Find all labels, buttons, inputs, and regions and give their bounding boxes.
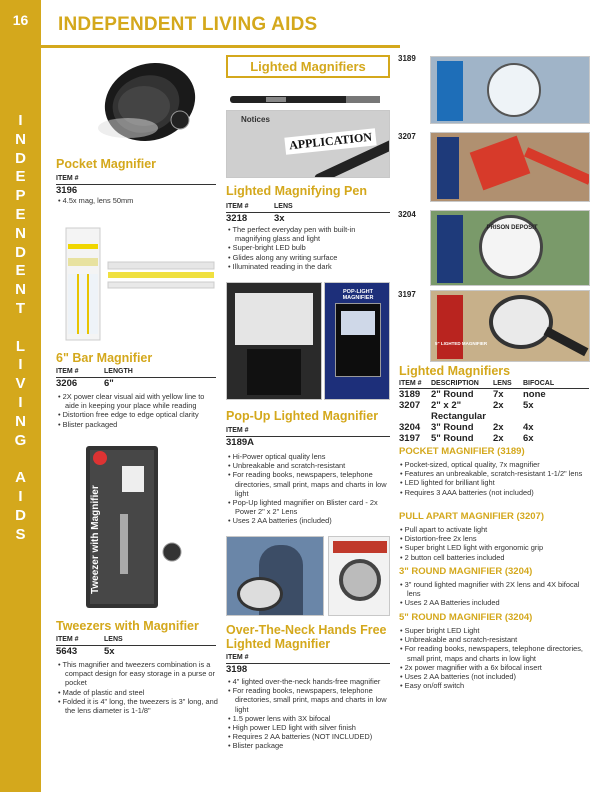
lens-header: LENS xyxy=(274,203,293,210)
lens-header: LENS xyxy=(104,636,123,643)
list-item: • Requires 2 AA batteries (NOT INCLUDED) xyxy=(228,732,392,741)
pocket-magnifier-spec xyxy=(56,174,216,197)
package-shape xyxy=(437,295,463,359)
list-item: • 3" round lighted magnifier with 2X lens and 4X bifocal lens xyxy=(400,580,590,598)
popup-magnifier-image xyxy=(226,282,322,400)
table-cell: 2x xyxy=(493,400,504,411)
list-item: • Made of plastic and steel xyxy=(58,688,224,697)
neck-magnifier-features xyxy=(228,677,392,751)
lighted-magnifiers-title: Lighted Magnifiers xyxy=(399,364,511,378)
item-number: 3196 xyxy=(56,185,78,196)
magnifier-shape xyxy=(237,577,283,611)
list-item: • Blister packaged xyxy=(58,420,218,429)
pocket-magnifier-features xyxy=(58,196,218,205)
popup-magnifier-features xyxy=(228,452,392,526)
list-item: • Uses 2 AA Batteries included xyxy=(400,598,590,607)
list-item: • The perfect everyday pen with built-in magnifying glass and light xyxy=(228,225,390,243)
table-cell: 4x xyxy=(523,422,534,433)
neck-magnifier-spec xyxy=(226,653,390,676)
lighted-magnifiers-table xyxy=(399,380,589,444)
package-shape xyxy=(437,215,463,283)
table-header-row xyxy=(399,380,589,389)
magnifier-3189-photo xyxy=(430,56,590,124)
pull-apart-3207-features xyxy=(400,525,590,562)
list-item: • Unbreakable and scratch-resistant xyxy=(400,635,590,644)
vertical-section-label xyxy=(0,112,41,544)
round-lens xyxy=(489,295,553,349)
table-cell: 7x xyxy=(493,389,504,400)
pen-features xyxy=(228,225,390,271)
list-item: • Uses 2 AA batteries (not included) xyxy=(400,672,590,681)
package-shape xyxy=(437,61,463,121)
pen-icon xyxy=(226,88,390,108)
image-label-3204: 3204 xyxy=(398,210,416,219)
list-item: • Pull apart to activate light xyxy=(400,525,590,534)
package-lens xyxy=(339,559,381,601)
vertical-letter: T xyxy=(15,299,26,317)
lens-shape xyxy=(487,63,541,117)
image-label-3207: 3207 xyxy=(398,132,416,141)
tweezer-magnifier-image xyxy=(80,444,186,610)
vertical-letter: I xyxy=(18,356,23,374)
round-3in-3204-features xyxy=(400,580,590,608)
list-item: • Requires 3 AAA batteries (not included) xyxy=(400,488,590,497)
photo-text-5in-lighted: 5" LIGHTED MAGNIFIER xyxy=(435,341,488,346)
lens-shape xyxy=(235,293,313,345)
handle-shape xyxy=(247,349,301,395)
image-label-3197: 3197 xyxy=(398,290,416,299)
vertical-letter: N xyxy=(15,224,26,242)
item-header: ITEM # xyxy=(56,368,79,375)
photo-text-prison-deposit: PRISON DEPOSIT xyxy=(486,225,538,231)
column-header: ITEM # xyxy=(399,380,431,389)
bar-magnifier-icon xyxy=(58,224,216,346)
handle-shape xyxy=(544,327,589,357)
table-cell: 3197 xyxy=(399,433,421,444)
item-header: ITEM # xyxy=(226,203,249,210)
vertical-letter: L xyxy=(15,337,26,355)
pocket-magnifier-icon xyxy=(58,58,218,158)
table-row xyxy=(399,389,589,401)
neck-magnifier-title: Over-The-Neck Hands Free Lighted Magnifier xyxy=(226,623,387,651)
vertical-letter: D xyxy=(15,506,26,524)
vertical-letter: P xyxy=(15,187,26,205)
magnifier-3207-photo xyxy=(430,132,590,202)
category-tab: Lighted Magnifiers xyxy=(226,55,390,78)
popup-magnifier-spec xyxy=(226,426,390,449)
list-item: • Uses 2 AA batteries (included) xyxy=(228,516,392,525)
lens-value: 5x xyxy=(104,646,115,657)
table-cell: 3189 xyxy=(399,389,421,400)
vertical-letter: S xyxy=(15,525,26,543)
list-item: • Folded it is 4" long, the tweezers is 3" long, and the lens diameter is 1-1/8" xyxy=(58,697,224,715)
item-number: 3206 xyxy=(56,378,78,389)
package-top xyxy=(333,541,387,553)
list-item: • This magnifier and tweezers combination is a compact design for easy storage in a purse or pocket xyxy=(58,660,224,688)
item-header: ITEM # xyxy=(226,654,249,661)
bar-magnifier-features xyxy=(58,392,218,429)
pocket-magnifier-title: Pocket Magnifier xyxy=(56,157,157,171)
vertical-letter: I xyxy=(18,487,23,505)
pull-apart-3207-heading: PULL APART MAGNIFIER (3207) xyxy=(399,511,544,522)
list-item: • Pop-Up lighted magnifier on Blister card - 2x Power 2" x 2" Lens xyxy=(228,498,392,516)
pen-spec xyxy=(226,202,390,225)
list-item: • Super bright LED Light xyxy=(400,626,590,635)
list-item: • Distortion free edge to edge optical clarity xyxy=(58,410,218,419)
popup-package-image xyxy=(324,282,390,400)
vertical-letter: N xyxy=(15,130,26,148)
page-number: 16 xyxy=(12,12,29,28)
item-header: ITEM # xyxy=(226,427,249,434)
image-label-3189: 3189 xyxy=(398,54,416,63)
item-number: 3218 xyxy=(226,213,248,224)
table-cell: none xyxy=(523,389,546,400)
vertical-letter: G xyxy=(14,431,27,449)
item-number: 3189A xyxy=(226,437,254,448)
list-item: • Glides along any writing surface xyxy=(228,253,390,262)
vertical-letter: E xyxy=(15,262,26,280)
list-item: • 4" lighted over-the-neck hands-free magnifier xyxy=(228,677,392,686)
list-item: • Distortion-free 2x lens xyxy=(400,534,590,543)
list-item: • 1.5 power lens with 3X bifocal xyxy=(228,714,392,723)
list-item: • 2x power magnifier with a 6x bifocal insert xyxy=(400,663,590,672)
vertical-letter: N xyxy=(15,412,26,430)
bar-magnifier-title: 6" Bar Magnifier xyxy=(56,351,153,365)
vertical-letter: I xyxy=(18,393,23,411)
bar-magnifier-image xyxy=(58,224,216,346)
list-item: • 2 button cell batteries included xyxy=(400,553,590,562)
list-item: • Super-bright LED bulb xyxy=(228,243,390,252)
package-lens xyxy=(341,311,375,335)
list-item: • For reading books, newspapers, telephone directories, small print, maps and charts in low light xyxy=(228,686,392,714)
table-cell: 3204 xyxy=(399,422,421,433)
table-cell: 5x xyxy=(523,400,534,411)
vertical-letter xyxy=(0,450,41,469)
list-item: • Unbreakable and scratch-resistant xyxy=(228,461,392,470)
bar-magnifier-spec xyxy=(56,367,216,390)
length-header: LENGTH xyxy=(104,368,133,375)
list-item: • Blister package xyxy=(228,741,392,750)
photo-text-application: APPLICATION xyxy=(284,128,376,154)
column-header: BIFOCAL xyxy=(523,380,589,389)
pen-image xyxy=(226,88,390,108)
neck-magnifier-photo xyxy=(226,536,324,616)
vertical-letter: A xyxy=(15,469,26,487)
table-cell: 2x xyxy=(493,422,504,433)
vertical-letter: N xyxy=(15,281,26,299)
pocket-magnifier-3189-features xyxy=(400,460,590,497)
column-header: DESCRIPTION xyxy=(431,380,493,389)
list-item: • For reading books, newspapers, telephone directories, small print, maps and charts in low light xyxy=(400,644,590,662)
list-item: • Pocket-sized, optical quality, 7x magnifier xyxy=(400,460,590,469)
table-cell: 2" x 2" Rectangular xyxy=(431,400,486,422)
list-item: • High power LED light with silver finish xyxy=(228,723,392,732)
table-cell: 2x xyxy=(493,433,504,444)
table-cell: 5" Round xyxy=(431,433,474,444)
list-item: • 4.5x mag, lens 50mm xyxy=(58,196,218,205)
table-row xyxy=(399,433,589,444)
table-cell: 2" Round xyxy=(431,389,474,400)
pen-title: Lighted Magnifying Pen xyxy=(226,184,367,198)
tweezer-magnifier-title: Tweezers with Magnifier xyxy=(56,619,199,633)
list-item: • 2X power clear visual aid with yellow line to aide in keeping your place while reading xyxy=(58,392,218,410)
tweezer-package-text: Tweezer with Magnifier xyxy=(90,485,101,594)
pocket-magnifier-3189-heading: POCKET MAGNIFIER (3189) xyxy=(399,446,525,457)
popup-package-text: POP-LIGHT MAGNIFIER xyxy=(342,289,374,301)
vertical-letter: E xyxy=(15,205,26,223)
pocket-magnifier-image xyxy=(58,58,218,158)
popup-magnifier-title: Pop-Up Lighted Magnifier xyxy=(226,409,379,423)
list-item: • Easy on/off switch xyxy=(400,681,590,690)
round-5in-heading: 5" ROUND MAGNIFIER (3204) xyxy=(399,612,533,623)
rectangular-lens xyxy=(470,136,531,191)
vertical-letter: D xyxy=(15,149,26,167)
vertical-letter: I xyxy=(18,112,23,129)
table-cell: 6x xyxy=(523,433,534,444)
vertical-letter: D xyxy=(15,243,26,261)
round-5in-features xyxy=(400,626,590,690)
photo-text-notices: Notices xyxy=(241,115,270,124)
tweezer-magnifier-spec xyxy=(56,635,216,658)
list-item: • LED lighted for brilliant light xyxy=(400,478,590,487)
item-number: 3198 xyxy=(226,664,248,675)
pen-in-use-photo xyxy=(226,110,390,178)
list-item: • Features an unbreakable, scratch-resistant 1-1/2" lens xyxy=(400,469,590,478)
round-3in-3204-heading: 3" ROUND MAGNIFIER (3204) xyxy=(399,566,533,577)
vertical-letter: E xyxy=(15,168,26,186)
tweezer-magnifier-features xyxy=(58,660,224,715)
table-cell: 3" Round xyxy=(431,422,474,433)
length-value: 6" xyxy=(104,378,114,389)
section-title: INDEPENDENT LIVING AIDS xyxy=(58,14,318,35)
list-item: • Illuminated reading in the dark xyxy=(228,262,390,271)
list-item: • For reading books, newspapers, telephone directories, small print, maps and charts in low light xyxy=(228,470,392,498)
item-number: 5643 xyxy=(56,646,78,657)
magnifier-3197-photo xyxy=(430,290,590,362)
column-header: LENS xyxy=(493,380,523,389)
list-item: • Super bright LED light with ergonomic grip xyxy=(400,543,590,552)
neck-magnifier-package xyxy=(328,536,390,616)
table-row xyxy=(399,422,589,433)
vertical-letter xyxy=(0,319,41,338)
handle-shape xyxy=(524,147,590,185)
vertical-letter: V xyxy=(15,375,26,393)
package-shape xyxy=(437,137,459,199)
magnifier-3204-photo xyxy=(430,210,590,286)
table-cell: 3207 xyxy=(399,400,421,411)
table-row xyxy=(399,400,589,422)
list-item: • Hi-Power optical quality lens xyxy=(228,452,392,461)
item-header: ITEM # xyxy=(56,175,79,182)
lens-value: 3x xyxy=(274,213,285,224)
item-header: ITEM # xyxy=(56,636,79,643)
